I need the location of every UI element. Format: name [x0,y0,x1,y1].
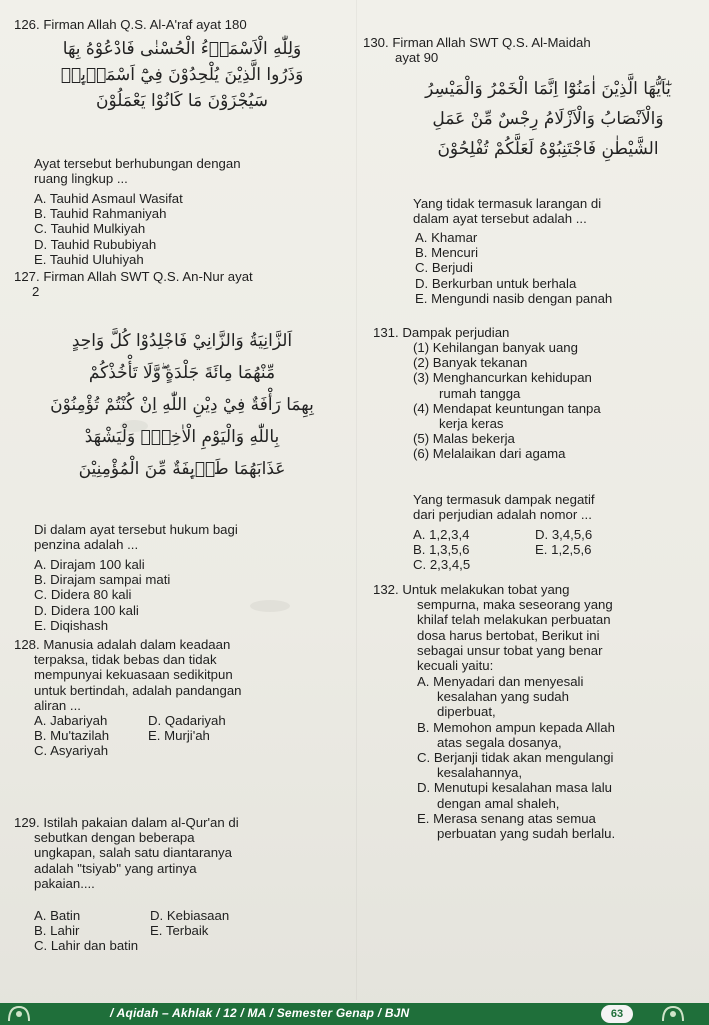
question-129-options [34,908,346,954]
question-126-stem [34,156,346,186]
option-a[interactable]: A. Khamar [415,230,478,245]
column-divider [356,0,357,1000]
option-a[interactable]: A. Dirajam 100 kali [34,557,145,572]
question-132 [373,582,703,673]
question-132-line: sebagai unsur tobat yang benar [417,642,603,658]
arabic-line: بِاللّٰهِ وَالْيَوْمِ الْاٰخِرِۚ وَلْيَشْهَدْ [84,427,280,447]
option-c[interactable]: C. Tauhid Mulkiyah [34,221,146,237]
arabic-line: وَذَرُوا الَّذِيْنَ يُلْحِدُوْنَ فِيْٓ اَسْمَاۤىِٕهٖ [60,65,304,85]
question-130-options [415,230,705,306]
option-d[interactable]: D. Tauhid Rububiyah [34,236,157,252]
option-a[interactable]: A. Tauhid Asmaul Wasifat [34,191,183,206]
question-128-options [34,713,346,759]
option-e[interactable]: E. Mengundi nasib dengan panah [415,290,613,306]
stem-line: dalam ayat tersebut adalah ... [413,211,587,227]
stem-line: ruang lingkup ... [34,171,128,187]
question-127 [14,269,349,299]
footer-text: / Aqidah – Akhlak / 12 / MA / Semester Genap / BJN [110,1006,410,1020]
option-e[interactable]: E. Merasa senang atas semua [417,810,596,826]
question-130-text: 130. Firman Allah SWT Q.S. Al-Maidah [363,35,591,50]
question-129-line: ungkapan, salah satu diantaranya [34,845,232,861]
question-126-text: 126. Firman Allah Q.S. Al-A'raf ayat 180 [14,17,247,32]
arabic-line: عَذَابَهُمَا طَاۤىِٕفَةٌ مِّنَ الْمُؤْمِنِيْنَ [78,459,286,479]
page-number: 63 [601,1005,633,1023]
question-128 [14,637,348,713]
option-a[interactable]: A. 1,2,3,4 [413,527,470,542]
question-131-options [413,527,705,573]
question-127-text: 127. Firman Allah SWT Q.S. An-Nur ayat [14,269,253,284]
arabic-line: سَيُجْزَوْنَ مَا كَانُوْا يَعْمَلُوْنَ [95,91,269,111]
option-a[interactable]: A. Batin [34,908,81,923]
list-item: (6) Melalaikan dari agama [413,446,566,462]
question-127-arabic [14,325,350,485]
question-128-line: mempunyai kekuasaan sedikitpun [34,667,233,683]
question-129 [14,815,348,891]
option-e[interactable]: E. Tauhid Uluhiyah [34,251,144,267]
option-b[interactable]: B. 1,3,5,6 [413,542,470,558]
option-a-cont: kesalahan yang sudah [437,689,569,705]
stem-line: penzina adalah ... [34,537,139,553]
question-127-text: 2 [32,284,40,300]
question-131 [373,325,703,340]
question-129-line: pakaian.... [34,875,95,891]
option-b[interactable]: B. Tauhid Rahmaniyah [34,206,167,222]
question-127-stem [34,522,346,552]
question-131-items [413,340,703,462]
list-item: (1) Kehilangan banyak uang [413,340,578,355]
arabic-line: مِّنْهُمَا مِائَةَ جَلْدَةٍ ۖوَّلَا تَأْخُذْكُمْ [88,363,276,383]
option-e[interactable]: E. Terbaik [150,923,209,939]
question-132-line: 132. Untuk melakukan tobat yang [373,582,570,597]
stem-line: Yang tidak termasuk larangan di [413,196,602,211]
list-item: (2) Banyak tekanan [413,355,528,371]
option-c-cont: kesalahannya, [437,765,523,781]
arabic-line: وَالْاَنْصَابُ وَالْاَزْلَامُ رِجْسٌ مِّنْ عَمَلِ [432,109,664,129]
question-131-text: 131. Dampak perjudian [373,325,510,340]
option-d[interactable]: D. Menutupi kesalahan masa lalu [417,780,612,796]
arabic-line: الشَّيْطٰنِ فَاجْتَنِبُوْهُ لَعَلَّكُمْ تُفْلِحُوْنَ [437,139,659,159]
option-c[interactable]: C. 2,3,4,5 [413,557,471,573]
question-126-options [34,191,346,267]
option-d[interactable]: D. Kebiasaan [150,908,230,923]
question-129-line: sebutkan dengan beberapa [34,830,195,846]
option-b[interactable]: B. Dirajam sampai mati [34,572,171,588]
question-128-line: 128. Manusia adalah dalam keadaan [14,637,231,652]
option-a[interactable]: A. Menyadari dan menyesali [417,674,584,689]
question-130-stem [413,196,705,226]
option-b[interactable]: B. Memohon ampun kepada Allah [417,719,615,735]
option-b-cont: atas segala dosanya, [437,734,562,750]
option-d[interactable]: D. Qadariyah [148,713,226,728]
ornament-icon [6,1003,32,1023]
question-132-line: kecuali yaitu: [417,658,494,674]
question-131-stem [413,492,705,522]
question-129-line: adalah "tsiyab" yang artinya [34,860,197,876]
option-c[interactable]: C. Berjudi [415,260,473,276]
option-c[interactable]: C. Didera 80 kali [34,587,132,603]
option-c[interactable]: C. Asyariyah [34,743,109,759]
option-a-cont: diperbuat, [437,704,496,720]
question-126-arabic [14,36,350,114]
option-b[interactable]: B. Mencuri [415,245,479,261]
stem-line: Di dalam ayat tersebut hukum bagi [34,522,238,537]
option-d[interactable]: D. 3,4,5,6 [535,527,593,542]
question-132-options [417,674,705,841]
question-130-arabic [391,74,705,164]
question-130 [363,35,703,65]
option-e[interactable]: E. Murji'ah [148,728,210,744]
list-item: kerja keras [439,416,504,432]
question-132-line: sempurna, maka seseorang yang [417,597,613,613]
stem-line: dari perjudian adalah nomor ... [413,507,592,523]
option-d-cont: dengan amal shaleh, [437,795,560,811]
ornament-icon [660,1003,686,1023]
list-item: (5) Malas bekerja [413,431,515,447]
question-130-text: ayat 90 [395,50,439,66]
option-b[interactable]: B. Lahir [34,923,80,939]
question-128-line: aliran ... [34,697,81,713]
stem-line: Yang termasuk dampak negatif [413,492,595,507]
option-e[interactable]: E. Diqishash [34,617,109,633]
list-item: rumah tangga [439,385,521,401]
question-127-options [34,557,346,633]
question-126 [14,17,349,32]
arabic-line: بِهِمَا رَأْفَةٌ فِيْ دِيْنِ اللّٰهِ اِنْ كُنْتُمْ تُؤْمِنُوْنَ [50,395,314,415]
option-e-cont: perbuatan yang sudah berlalu. [437,826,616,842]
question-132-line: dosa harus bertobat, Berikut ini [417,627,600,643]
question-128-line: untuk bertindah, adalah pandangan [34,682,242,698]
option-d[interactable]: D. Didera 100 kali [34,602,139,618]
arabic-line: اَلزَّانِيَةُ وَالزَّانِيْ فَاجْلِدُوْا كُلَّ وَاحِدٍ [71,331,293,351]
option-c[interactable]: C. Lahir dan batin [34,938,139,954]
list-item: (3) Menghancurkan kehidupan [413,370,592,386]
arabic-line: يٰٓاَيُّهَا الَّذِيْنَ اٰمَنُوْٓا اِنَّمَا الْخَمْرُ وَالْمَيْسِرُ [425,79,671,99]
option-b[interactable]: B. Mu'tazilah [34,728,110,744]
option-c[interactable]: C. Berjanji tidak akan mengulangi [417,750,614,766]
question-132-line: khilaf telah melakukan perbuatan [417,612,611,628]
option-a[interactable]: A. Jabariyah [34,713,108,728]
question-129-line: 129. Istilah pakaian dalam al-Qur'an di [14,815,239,830]
question-128-line: terpaksa, tidak bebas dan tidak [34,652,217,668]
list-item: (4) Mendapat keuntungan tanpa [413,400,601,416]
option-d[interactable]: D. Berkurban untuk berhala [415,275,577,291]
arabic-line: وَلِلّٰهِ الْاَسْمَاۤءُ الْحُسْنٰى فَادْعُوْهُ بِهَا [62,39,302,59]
stem-line: Ayat tersebut berhubungan dengan [34,156,241,171]
option-e[interactable]: E. 1,2,5,6 [535,542,592,558]
